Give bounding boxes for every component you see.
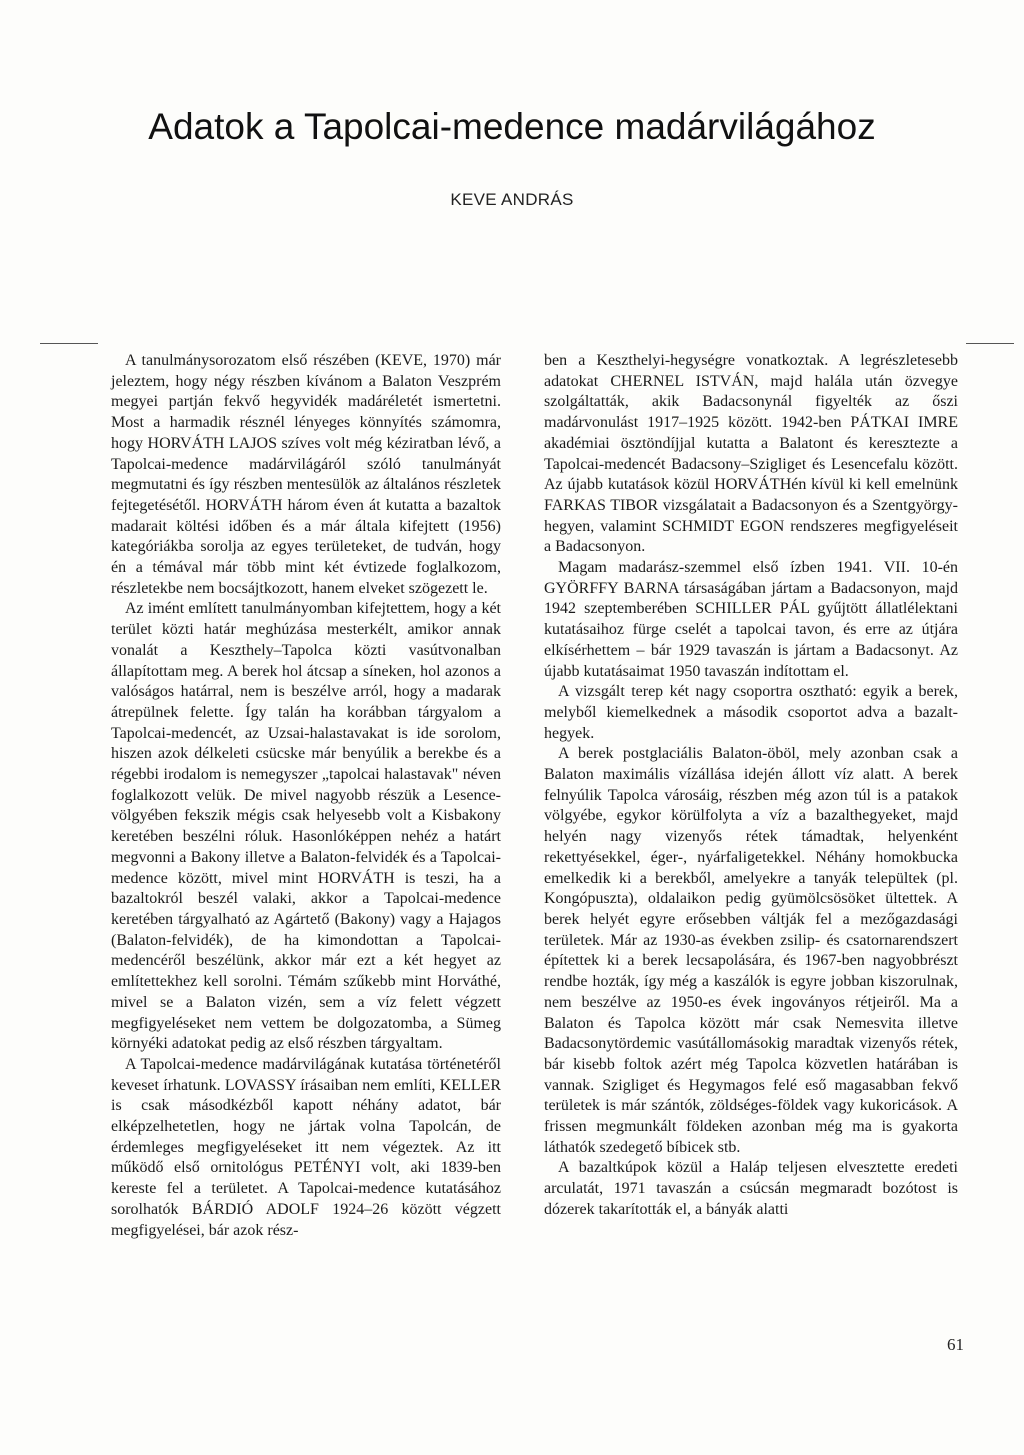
text-column-left [111, 351, 501, 1241]
margin-rule-left [40, 343, 98, 344]
paragraph: ben a Keszthelyi-hegységre vonatkoztak. A legrészletesebb adatokat CHERNEL ISTVÁN, majd halála után özvegye szolgáltatták, akik Badacsonynál figyelték az őszi madárvonulást 1917–1925 között. 1942-ben PÁTKAI IMRE akadémiai ösztöndíjjal kutatta a Balatont és keresztezte a Tapolcai-medencét Badacsony–Szigliget és Lesencefalu között. Az újabb kutatások közül HORVÁTHén kívül ki kell emelnünk FARKAS TIBOR vizsgálatait a Badacsonyon és a Szentgyörgy-hegyen, valamint SCHMIDT EGON rendszeres megfigyeléseit a Badacsonyon. [544, 352, 958, 556]
paragraph: A vizsgált terep két nagy csoportra osztható: egyik a berek, melyből kiemelkednek a második csoportot adva a bazalt-hegyek. [544, 683, 958, 742]
paragraph: Az imént említett tanulmányomban kifejtettem, hogy a két terület közti határ meghúzása mesterkélt, amikor annak vonalát a Keszthely–Tapolca közti vasútvonalban állapítottam meg. A berek hol átcsap a síneken, hol azonos a valóságos határral, nem is beszélve arról, hogy a madarak átrepülnek felette. Így talán ha korábban tárgyalom a Tapolcai-medencét, az Uzsai-halastavakat is ide sorolom, hiszen azok délkeleti csücske már benyúlik a berekbe és a régebbi irodalom is nemegyszer „tapolcai halastavak" néven foglalkozott velük. De mivel nagyobb részük a Lesence-völgyében fekszik mégis csak helyesebb volt a Kisbakony keretében beszélni róluk. Hasonlóképpen nehéz a határt megvonni a Bakony illetve a Balaton-felvidék és a Tapolcai-medence között, mivel mint HORVÁTH is teszi, ha a bazaltokról beszél valaki, akkor a Tapolcai-medence keretében tárgyalható az Agártető (Bakony) vagy a Hajagos (Balaton-felvidék), de ha kimondottan a Tapolcai-medencéről beszélünk, akkor már ezt a két hegyet az említettekhez kell sorolni. Témám szűkebb mint Horváthé, mivel se a Balaton vizén, sem a víz felett végzett megfigyeléseket nem vettem be dolgozatomba, a Sümeg környéki adatokat pedig az első részben tárgyaltam. [111, 600, 501, 1053]
paragraph: Magam madarász-szemmel első ízben 1941. VII. 10-én GYÖRFFY BARNA társaságában jártam a Badacsonyon, majd 1942 szeptemberében SCHILLER PÁL gyűjtött állatlélektani kutatásaihoz fürge cselét a tapolcai tavon, és erre az útjára elkísérhettem – bár 1929 tavaszán is jártam a Badacsonyt. Az újabb kutatásaimat 1950 tavaszán indítottam el. [544, 559, 958, 680]
page-number: 61 [947, 1335, 964, 1354]
paragraph: A tanulmánysorozatom első részében (KEVE, 1970) már jeleztem, hogy négy részben kívánom a Balaton Veszprém megyei partján fekvő hegyvidék madáréletét ismertetni. Most a harmadik résznél lényeges könnyítés számomra, hogy HORVÁTH LAJOS szíves volt még kéziratban lévő, a Tapolcai-medence madárvilágáról szóló tanulmányát megmutatni és így részben mentesülök az általános részletek fejtegetésétől. HORVÁTH három éven át kutatta a bazaltok madarait költési időben és a már általa kifejtett (1956) kategóriákba sorolja az egyes területeket, de tudván, hogy én a témával már több mint két évtizede foglalkozom, részletekbe nem bocsájtkozott, hanem elveket szögezett le. [111, 352, 501, 597]
author-name: KEVE ANDRÁS [450, 190, 574, 209]
margin-rule-right [966, 343, 1014, 344]
text-column-right [544, 351, 958, 1221]
article-title: Adatok a Tapolcai-medence madárvilágához [148, 106, 876, 147]
paragraph: A Tapolcai-medence madárvilágának kutatása történetéről keveset írhatunk. LOVASSY írásaiban nem említi, KELLER is csak másodkézből kapott néhány adatot, bár elképzelhetetlen, hogy ne jártak volna Tapolcán, de érdemleges megfigyeléseket itt nem végeztek. Az itt működő első ornitológus PETÉNYI volt, aki 1839-ben kereste fel a területet. A Tapolcai-medence kutatásához sorolhatók BÁRDIÓ ADOLF 1924–26 között végzett megfigyelései, bár azok rész- [111, 1055, 501, 1239]
paragraph: A berek postglaciális Balaton-öböl, mely azonban csak a Balaton maximális vízállása idején állott víz alatt. A berek felnyúlik Tapolca városáig, részben még azon túl is a patakok völgyébe, egykor körülfolyta a víz a bazalthegyeket, majd helyén nagy vizenyős rétek támadtak, helyenként rekettyésekkel, éger-, nyárfaligetekkel. Néhány homokbucka emelkedik ki a berekből, amelyekre a tanyák települtek (pl. Kongópuszta), oldalaikon pedig gyümölcsösöket ültettek. A berek helyét egyre erősebben váltják fel a mezőgazdasági területek. Már az 1930-as években zsilip- és csatornarendszert építettek ki a berek lecsapolására, és 1967-ben nagyobbrészt rendbe hozták, így még a kaszálók is egyre jobban kiszorulnak, nem beszélve az 1950-es évek ingoványos rétjeiről. Ma a Balaton és Tapolca között már csak Nemesvita illetve Badacsonytördemic vasútállomásokig maradtak vizenyős rétek, bár kisebb foltok azért még Tapolca közvetlen határában is vannak. Szigliget és Hegymagos felé eső magasabban fekvő területek is már szántók, zöldséges-földek vagy kukoricások. A frissen megmunkált földeken azonban még ma is gyakorta láthatók szedegető bíbicek stb. [544, 745, 958, 1156]
paragraph: A bazaltkúpok közül a Haláp teljesen elvesztette eredeti arculatát, 1971 tavaszán a csúcsán megmaradt bozótost is dózerek takarították el, a bányák alatti [544, 1159, 958, 1218]
